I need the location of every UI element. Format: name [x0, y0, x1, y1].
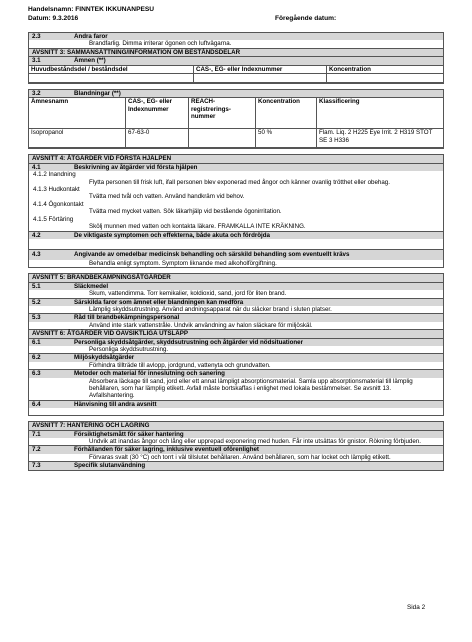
inhalation-text: Flytta personen till frisk luft, ifall personen blev exponerad med ångor och känner ovanlig trötthet eller obehag.: [28, 179, 444, 186]
section-6-4-text: [28, 408, 444, 415]
section-title: Angivande av omedelbar medicinsk behandling och särskild behandling som eventuellt krävs: [74, 250, 350, 258]
table-cell: Isopropanol: [29, 129, 126, 147]
table-cell: 50 %: [256, 129, 317, 147]
section-3-1-header: [28, 56, 444, 64]
section-4-3-text: Behandla enligt symptom. Symptom liknande med alkoholförgiftning.: [28, 260, 444, 267]
column-header: Klassificering: [319, 98, 360, 106]
section-6-3-text: Absorbera läckage till sand, jord eller ett annat lämpligt absorptionsmaterial. Samla upp absorptionsmaterial till lämplig behållaren, som har lämplig etikett. Avfall måste bortskaffas i enlighet med lokala bestämmelser. Se avsnitt 13. Avfallshantering.: [28, 378, 444, 400]
section-5-title: [28, 273, 444, 281]
section-number: 5.2: [32, 298, 41, 306]
table-cell: 67-63-0: [126, 129, 189, 147]
section-number: 4.3: [32, 250, 41, 258]
section-7-3-header: [28, 461, 444, 470]
section-number: 5.3: [32, 314, 41, 322]
section-number: 2.3: [32, 33, 41, 40]
section-number: 6.4: [32, 400, 41, 408]
section-title: Andra faror: [74, 33, 108, 40]
column-header: Huvudbeståndsdel / beståndsdel: [29, 66, 194, 73]
page-number: Sida 2: [407, 604, 426, 611]
document-date: Datum: 9.3.2016: [28, 15, 79, 22]
column-header: Koncentration: [329, 65, 371, 73]
section-5-2-text: Lämplig skyddsutrustning. Använd andningsapparat när du släcker brand i sluten platser.: [28, 306, 444, 313]
section-title: Förhållanden för säker lagring, inklusive eventuell oförenlighet: [74, 446, 259, 454]
column-header: Ämnesnamn: [29, 98, 126, 128]
column-header: CAS-, EG- eller Indexnummer: [194, 66, 327, 73]
substances-table-header: [28, 65, 444, 73]
trade-name: Handelsnamn: FINNTEK IKKUNANPESU: [28, 6, 155, 13]
section-6-2-header: [28, 353, 444, 361]
section-6-2-text: Förhindra tillträde till avlopp, jordgrund, vattenyta och grundvatten.: [28, 362, 444, 369]
section-2-3-header: [28, 32, 444, 40]
previous-date: Föregående datum:: [275, 15, 337, 22]
section-5-2-header: [28, 298, 444, 306]
mixtures-table-row: [28, 128, 444, 148]
section-title: Råd till brandbekämpningspersonal: [74, 314, 180, 322]
column-header: REACH-registrerings-nummer: [189, 98, 256, 128]
section-title: Särskilda faror som ämnet eller blandningen kan medföra: [74, 298, 244, 306]
section-number: 5.1: [32, 282, 41, 290]
column-header: CAS-, EG- eller Indexnummer: [126, 98, 189, 128]
section-number: 3.2: [32, 90, 41, 98]
section-6-1-header: [28, 338, 444, 346]
substances-table-empty-row: [28, 73, 444, 83]
section-title: Miljöskyddsåtgärder: [74, 354, 135, 362]
section-6-3-header: [28, 369, 444, 377]
section-6-1-text: Personliga skyddsutrustning.: [28, 346, 444, 353]
section-number: 6.3: [32, 370, 41, 378]
section-4-title: [28, 154, 444, 162]
section-heading: AVSNITT 3: SAMMANSÄTTNING/INFORMATION OM BESTÅNDSDELAR: [32, 48, 241, 56]
section-number: 7.3: [32, 462, 41, 470]
section-7-2-text: Förvaras svalt (30 °C) och torrt i väl tillslutet behållaren. Använd behållaren, som har locket och lämplig etikett.: [28, 454, 444, 461]
section-7-1-text: Undvik att inandas ångor och lång eller upprepad exponering med huden. Får inte utsättas för gnistor. Rökning förbjuden.: [28, 438, 444, 445]
table-cell: [189, 129, 256, 147]
eye-contact-label: 4.1.4 Ögonkontakt: [28, 201, 444, 208]
mixtures-table-header: [28, 97, 444, 128]
section-5-3-header: [28, 313, 444, 321]
section-number: 4.1: [32, 163, 41, 171]
skin-contact-text: Tvätta med tvål och vatten. Använd handkräm vid behov.: [28, 193, 444, 200]
section-title: De viktigaste symptomen och effekterna, både akuta och fördröjda: [74, 231, 270, 239]
section-number: 7.1: [32, 430, 41, 438]
eye-contact-text: Tvätta med mycket vatten. Sök läkarhjälp vid bestående ögonirritation.: [28, 208, 444, 215]
section-heading: AVSNITT 6: ÅTGÄRDER VID OAVSIKTLIGA UTSLÄPP: [32, 330, 188, 338]
section-title: Hänvisning till andra avsnitt: [74, 400, 157, 408]
section-6-4-header: [28, 400, 444, 408]
section-7-2-header: [28, 445, 444, 453]
ingestion-label: 4.1.5 Förtäring: [28, 216, 444, 223]
inhalation-label: 4.1.2 Inandning: [28, 171, 444, 178]
section-4-1-header: [28, 163, 444, 171]
section-6-title: [28, 329, 444, 337]
section-5-1-header: [28, 282, 444, 290]
section-title: Metoder och material för inneslutning och sanering: [74, 370, 225, 378]
section-2-3-text: Brandfarlig. Dimma irriterar ögonen och luftvägarna.: [28, 40, 444, 47]
section-heading: AVSNITT 5: BRANDBEKÄMPNINGSÅTGÄRDER: [32, 274, 171, 282]
section-3-2-header: [28, 89, 444, 97]
section-number: 7.2: [32, 446, 41, 454]
section-number: 3.1: [32, 57, 41, 65]
section-heading: AVSNITT 7: HANTERING OCH LAGRING: [32, 422, 150, 430]
section-4-3-header: [28, 249, 444, 260]
section-title: Beskrivning av åtgärder vid första hjälpen: [74, 163, 198, 171]
section-heading: AVSNITT 4: ÅTGÄRDER VID FÖRSTA HJÄLPEN: [32, 155, 172, 163]
ingestion-text: Skölj munnen med vatten och kontakta läkare. FRAMKALLA INTE KRÄKNING.: [28, 223, 444, 230]
skin-contact-label: 4.1.3 Hudkontakt: [28, 186, 444, 193]
section-title: Specifik slutanvändning: [74, 462, 146, 470]
section-4-2-header: [28, 231, 444, 239]
section-number: 4.2: [32, 231, 41, 239]
section-number: 6.2: [32, 354, 41, 362]
section-title: Försiktighetsmått för säker hantering: [74, 430, 184, 438]
section-5-1-text: Skum, vattendimma. Torr kemikalier, koldioxid, sand, jord för liten brand.: [28, 290, 444, 297]
section-title: Blandningar (**): [74, 90, 121, 98]
section-title: Ämnen (**): [74, 57, 106, 65]
sds-page: [28, 32, 444, 471]
section-3-title: [28, 48, 444, 56]
table-cell: Flam. Liq. 2 H225 Eye Irrit. 2 H319 STOT SE 3 H336: [319, 129, 433, 144]
column-header: Koncentration: [256, 98, 317, 128]
section-title: Släckmedel: [74, 282, 109, 290]
section-title: Personliga skyddsåtgärder, skyddsutrustning och åtgärder vid nödsituationer: [74, 338, 303, 346]
section-number: 6.1: [32, 338, 41, 346]
section-7-title: [28, 421, 444, 429]
section-7-1-header: [28, 430, 444, 438]
section-5-3-text: Använd inte stark vattenstråle. Undvik användning av halon släckare för miljöskäl.: [28, 322, 444, 329]
section-4-2-text: [28, 239, 444, 249]
